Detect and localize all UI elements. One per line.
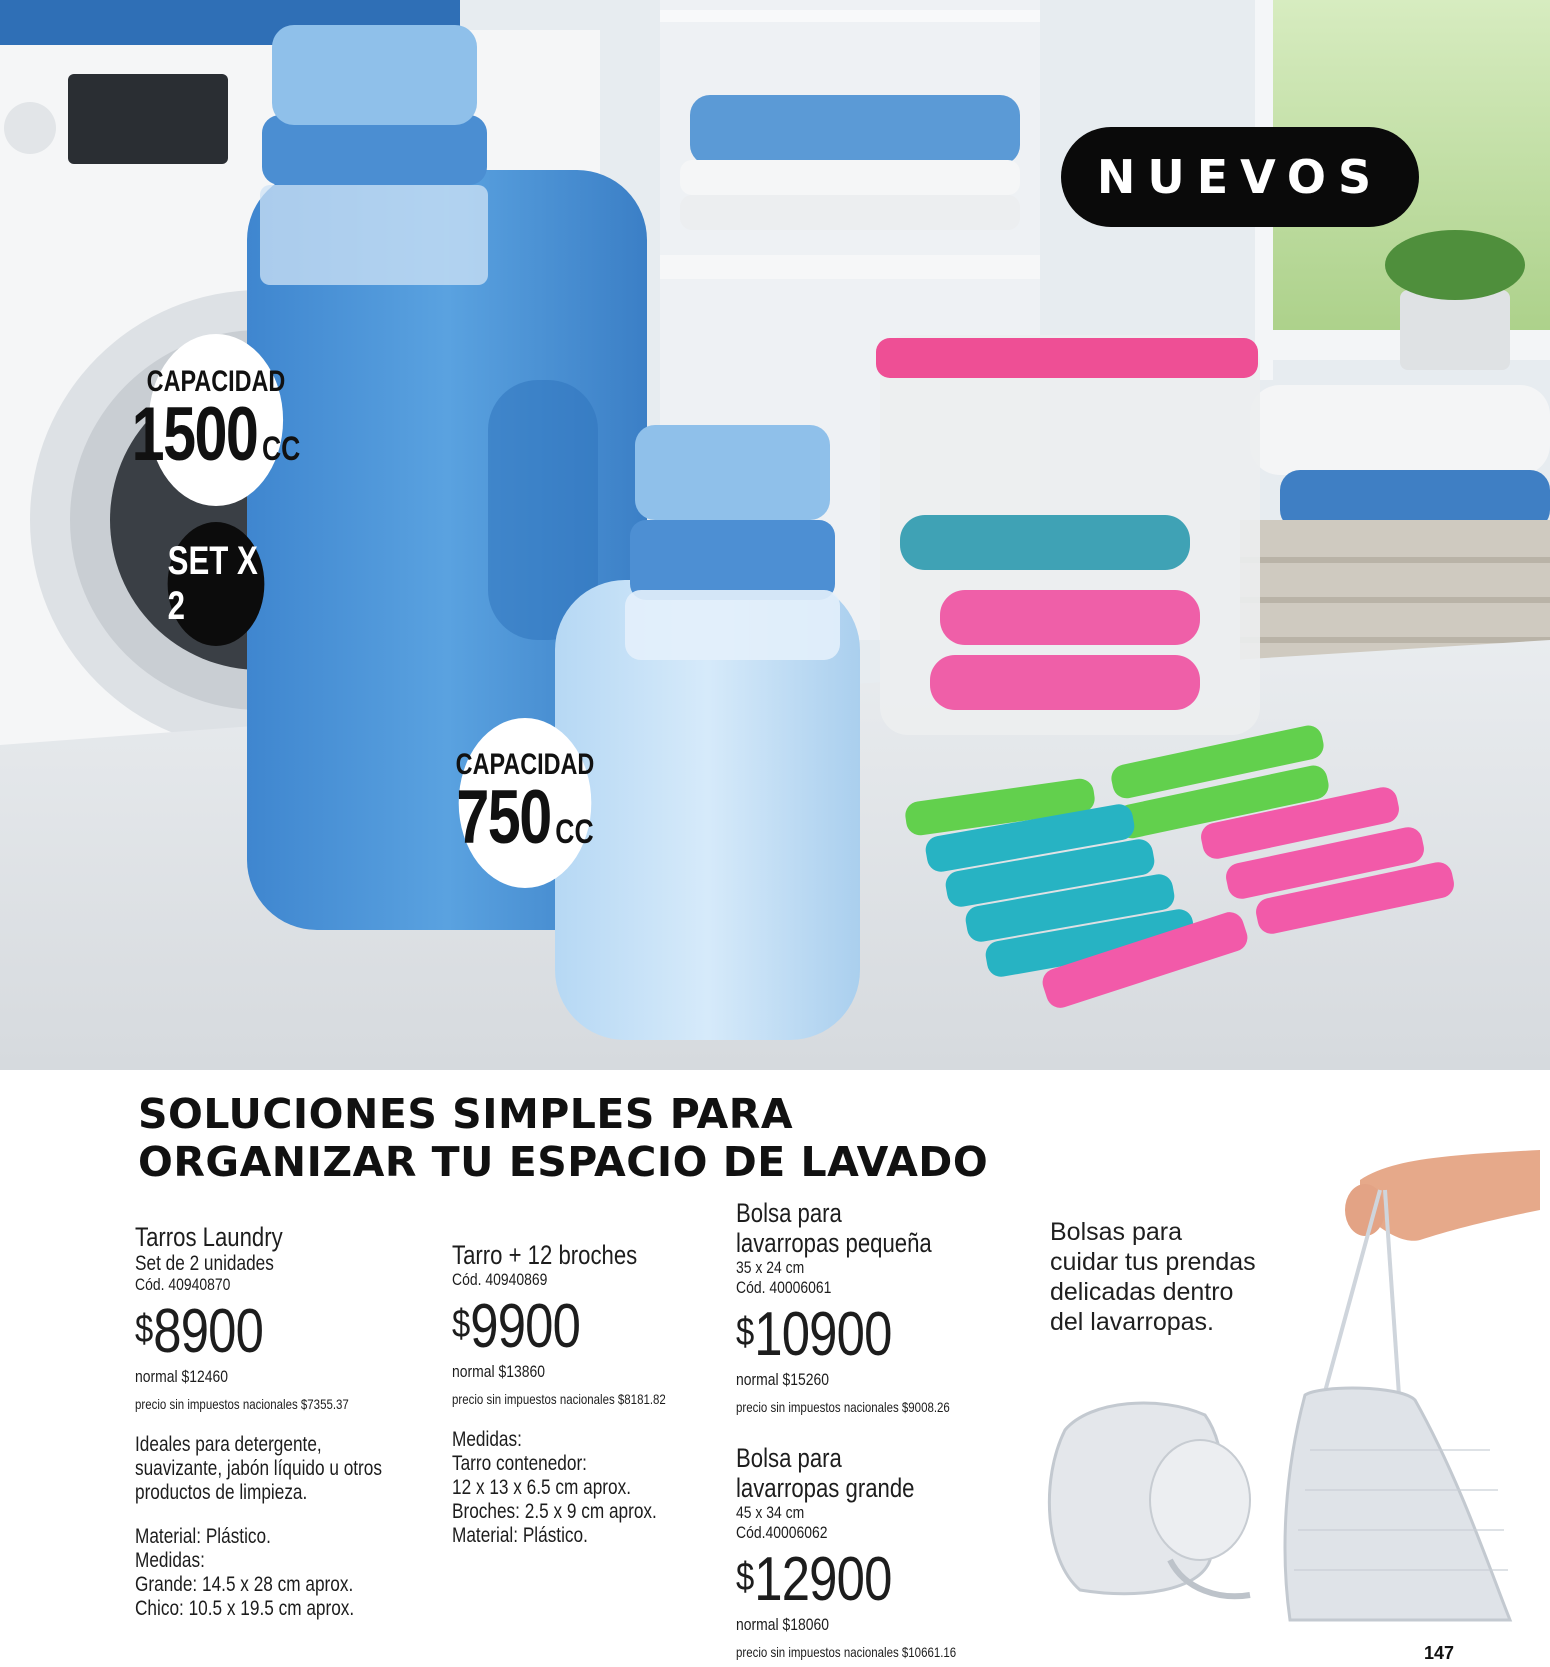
product-title: Tarros Laundry <box>135 1222 283 1252</box>
product-description: Ideales para detergente, suavizante, jabón líquido u otros productos de limpieza. <box>135 1433 382 1504</box>
price-currency: $ <box>135 1307 154 1351</box>
price-amount: 12900 <box>754 1545 892 1614</box>
product-specs: Material: Plástico. Medidas: Grande: 14.5 x 28 cm aprox. Chico: 10.5 x 19.5 cm aprox. <box>135 1525 355 1620</box>
price-currency: $ <box>736 1555 755 1599</box>
price-currency: $ <box>736 1310 755 1354</box>
product-title: Tarro + 12 broches <box>452 1240 638 1270</box>
product-price <box>452 1292 666 1361</box>
tax-note: precio sin impuestos nacionales $10661.16 <box>736 1644 957 1660</box>
capacity-value: 750 <box>456 775 551 860</box>
product-code: Cód. 40006061 <box>736 1278 832 1297</box>
product-size: 45 x 34 cm <box>736 1503 805 1522</box>
product-price <box>135 1297 382 1366</box>
product-bolsa-grande <box>736 1443 1005 1661</box>
headline-line-1: SOLUCIONES SIMPLES PARA <box>138 1090 794 1138</box>
headline <box>138 1090 988 1186</box>
capacity-unit: CC <box>555 813 594 851</box>
normal-price: normal $15260 <box>736 1370 830 1389</box>
capacity-label: CAPACIDAD <box>455 748 595 781</box>
price-amount: 9900 <box>470 1292 581 1361</box>
page-number: 147 <box>1424 1643 1455 1663</box>
normal-price: normal $18060 <box>736 1615 830 1634</box>
product-title: Bolsa para lavarropas pequeña <box>736 1198 932 1258</box>
product-code: Cód. 40940870 <box>135 1275 231 1294</box>
price-currency: $ <box>452 1302 471 1346</box>
product-price <box>736 1545 956 1614</box>
set-badge: SET X 2 <box>168 522 265 646</box>
capacity-unit: CC <box>262 430 301 468</box>
product-bolsa-pequena <box>736 1198 997 1416</box>
price-amount: 10900 <box>754 1300 892 1369</box>
headline-line-2: ORGANIZAR TU ESPACIO DE LAVADO <box>138 1138 989 1186</box>
capacity-badge-750 <box>455 718 595 888</box>
product-subtitle: Set de 2 unidades <box>135 1252 274 1275</box>
tax-note: precio sin impuestos nacionales $9008.26 <box>736 1399 950 1415</box>
product-code: Cód.40006062 <box>736 1523 828 1542</box>
normal-price: normal $13860 <box>452 1362 546 1381</box>
product-code: Cód. 40940869 <box>452 1270 548 1289</box>
product-tarro-broches <box>452 1240 713 1548</box>
normal-price: normal $12460 <box>135 1367 229 1386</box>
tax-note: precio sin impuestos nacionales $8181.82 <box>452 1391 666 1407</box>
tax-note: precio sin impuestos nacionales $7355.37 <box>135 1396 349 1412</box>
product-size: 35 x 24 cm <box>736 1258 805 1277</box>
product-specs: Medidas: Tarro contenedor: 12 x 13 x 6.5 cm aprox. Broches: 2.5 x 9 cm aprox. Material: Plástico. <box>452 1428 657 1547</box>
laundry-bags-image <box>1020 1150 1540 1640</box>
product-price <box>736 1300 950 1369</box>
capacity-label: CAPACIDAD <box>146 365 286 398</box>
capacity-badge-1500 <box>131 334 301 506</box>
capacity-value: 1500 <box>131 392 258 477</box>
product-title: Bolsa para lavarropas grande <box>736 1443 915 1503</box>
new-badge: NUEVOS <box>1061 127 1419 227</box>
product-tarros-laundry <box>135 1222 436 1621</box>
price-amount: 8900 <box>153 1297 264 1366</box>
bags-description: Bolsas para cuidar tus prendas delicadas dentro del lavarropas. <box>1050 1218 1256 1336</box>
